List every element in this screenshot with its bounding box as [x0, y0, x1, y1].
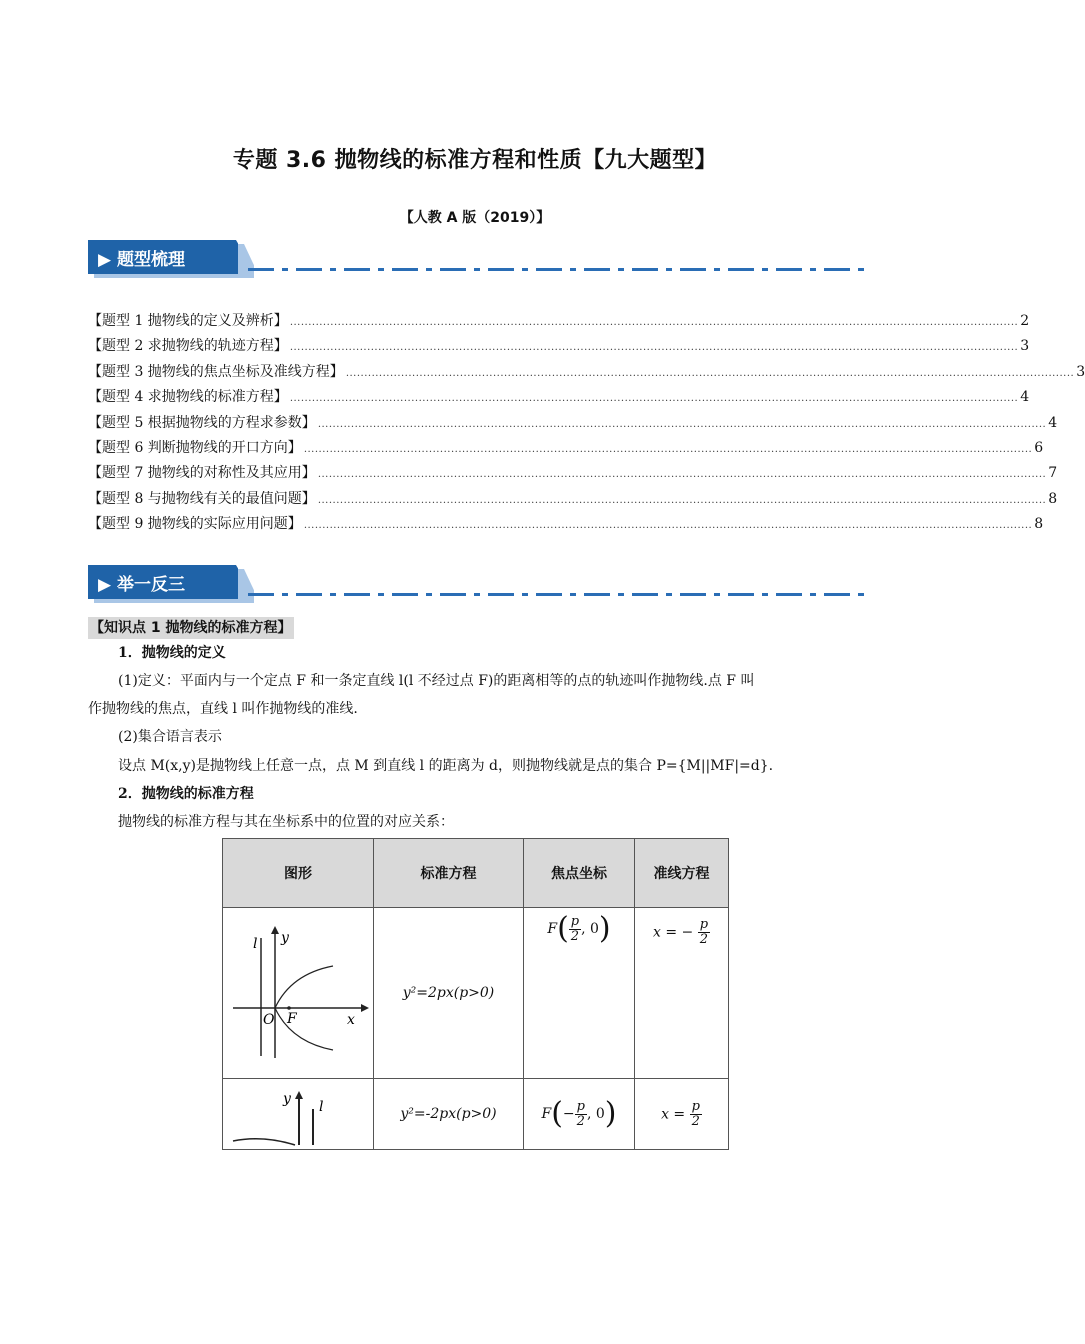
banner-label: ▶ 举一反三 [98, 575, 185, 595]
play-icon: ▶ [98, 250, 117, 270]
toc-item[interactable]: 【题型 7 抛物线的对称性及其应用】 ...................................................................................................................................................................................................... 7 [88, 465, 1058, 482]
toc-item[interactable]: 【题型 8 与抛物线有关的最值问题】 ...................................................................................................................................................................................................... 8 [88, 490, 1058, 507]
toc-item[interactable]: 【题型 2 求抛物线的轨迹方程】 ...................................................................................................................................................................................................... 3 [88, 338, 1030, 355]
header-focus: 焦点坐标 [524, 839, 635, 908]
play-icon: ▶ [98, 575, 117, 595]
toc-item[interactable]: 【题型 4 求抛物线的标准方程】 ...................................................................................................................................................................................................... 4 [88, 389, 1030, 406]
graph-label-origin: O [263, 1012, 275, 1028]
table-row [223, 1079, 729, 1150]
page-title: 专题 3.6 抛物线的标准方程和性质【九大题型】 [232, 148, 718, 173]
toc-item[interactable]: 【题型 1 抛物线的定义及辨析】 ...................................................................................................................................................................................................... 2 [88, 313, 1030, 329]
banner-label: ▶ 题型梳理 [98, 250, 185, 270]
heading-definition: 1．抛物线的定义 [118, 645, 226, 661]
dash-dot-divider [248, 593, 864, 596]
focus-fraction: $\frac{p}{2}$ [576, 1098, 585, 1129]
directrix-fraction: $\frac{p}{2}$ [699, 917, 709, 947]
parabola-left-graph [223, 1079, 373, 1145]
table-of-contents [88, 310, 1085, 539]
header-equation: 标准方程 [374, 839, 524, 908]
directrix-fraction: $\frac{p}{2}$ [691, 1098, 700, 1129]
focus-prefix: F [547, 921, 558, 937]
table-row [223, 908, 729, 1079]
parabola-right-graph [223, 908, 373, 1074]
table-intro: 抛物线的标准方程与其在坐标系中的位置的对应关系： [118, 814, 454, 830]
close-paren: ) [598, 911, 611, 946]
standard-equation-table [222, 838, 729, 1150]
directrix-cell [635, 1079, 729, 1150]
open-paren: ( [551, 1096, 563, 1131]
graph-label-y: y [281, 930, 289, 946]
equation-text: y²=-2px(p>0) [400, 1106, 497, 1122]
graph-label-y: y [283, 1091, 291, 1107]
equation-cell [374, 908, 524, 1079]
section-banner-practice [88, 565, 864, 599]
focus-fraction: $\frac{p}{2}$ [570, 913, 580, 944]
toc-item[interactable]: 【题型 3 抛物线的焦点坐标及准线方程】 ...................................................................................................................................................................................................... 3 [88, 363, 1085, 380]
dash-dot-divider [248, 268, 864, 271]
focus-sign: − [562, 1106, 575, 1122]
set-text: 设点 M(x,y)是抛物线上任意一点，点 M 到直线 l 的距离为 d，则抛物线就是点的集合 P={M||MF|=d}. [118, 758, 774, 774]
knowledge-point-tag: 【知识点 1 抛物线的标准方程】 [88, 617, 294, 639]
directrix-cell [635, 908, 729, 1079]
equation-text: y²=2px(p>0) [402, 985, 495, 1001]
table-header-row [223, 839, 729, 908]
equation-cell [374, 1079, 524, 1150]
section-banner-overview [88, 240, 864, 274]
focus-tail: , 0 [586, 1106, 605, 1122]
graph-label-l: l [319, 1099, 324, 1115]
directrix-prefix: x = − [652, 924, 694, 941]
open-paren: ( [557, 911, 569, 946]
focus-cell [524, 908, 635, 1079]
focus-tail: , 0 [581, 921, 599, 937]
header-graph: 图形 [223, 839, 374, 908]
definition-line-1: (1)定义：平面内与一个定点 F 和一条定直线 l(l 不经过点 F)的距离相等的点的轨迹叫作抛物线.点 F 叫 [118, 673, 755, 689]
header-directrix: 准线方程 [635, 839, 729, 908]
close-paren: ) [604, 1096, 617, 1131]
set-heading: (2)集合语言表示 [118, 729, 222, 745]
graph-label-focus: F [287, 1011, 297, 1027]
toc-item[interactable]: 【题型 9 抛物线的实际应用问题】 ...................................................................................................................................................................................................... 8 [88, 516, 1044, 533]
graph-label-l: l [253, 936, 258, 952]
focus-prefix: F [541, 1106, 552, 1122]
graph-label-x: x [347, 1012, 355, 1028]
definition-line-2: 作抛物线的焦点，直线 l 叫作抛物线的准线. [88, 701, 358, 717]
graph-cell [223, 908, 374, 1079]
toc-item[interactable]: 【题型 5 根据抛物线的方程求参数】 ...................................................................................................................................................................................................... 4 [88, 414, 1058, 431]
focus-cell [524, 1079, 635, 1150]
graph-cell [223, 1079, 374, 1150]
directrix-prefix: x = [661, 1106, 686, 1122]
edition-subtitle: 【人教 A 版（2019）】 [399, 210, 551, 226]
toc-item[interactable]: 【题型 6 判断抛物线的开口方向】 ...................................................................................................................................................................................................... 6 [88, 439, 1044, 456]
heading-standard-equation: 2．抛物线的标准方程 [118, 786, 254, 802]
